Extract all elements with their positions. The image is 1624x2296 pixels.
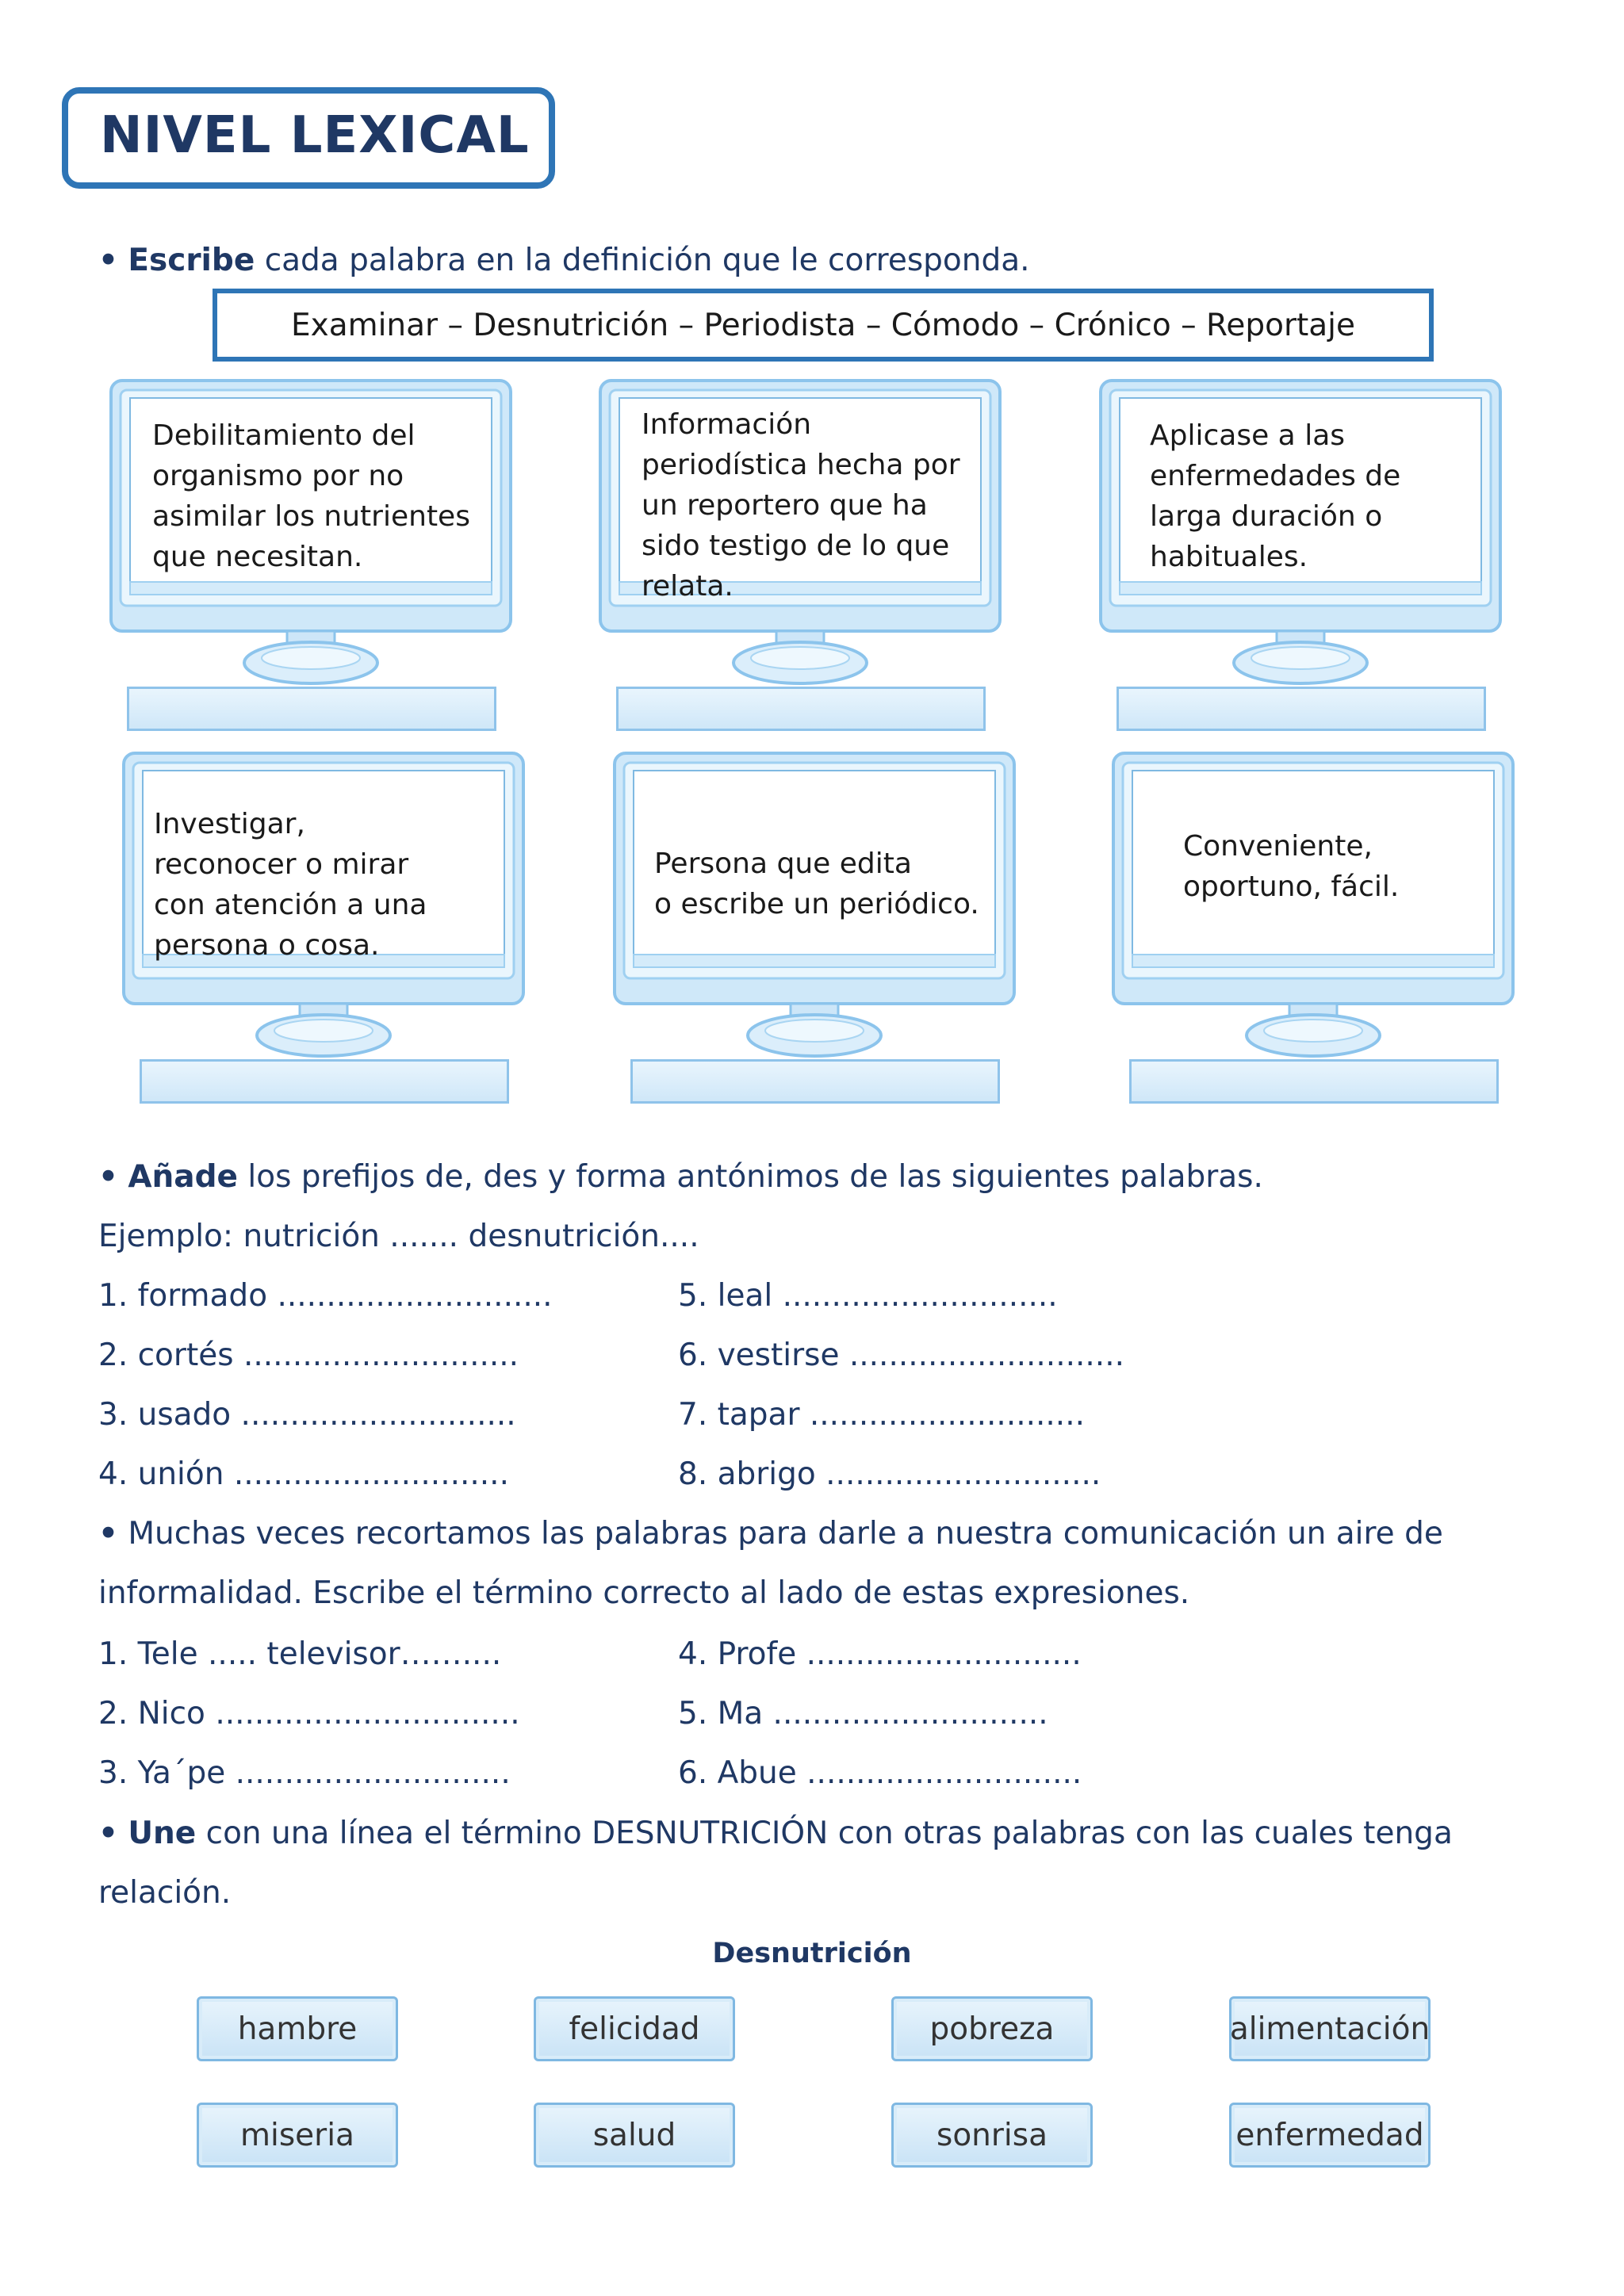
definition-line: un reportero que ha [642,489,928,522]
definition-line: Información [642,408,812,441]
definition-line: oportuno, fácil. [1183,871,1400,903]
bullet: • [98,1159,118,1195]
monitor-card [1112,752,1516,1100]
chip-label: miseria [240,2117,354,2153]
bullet: • [98,1816,118,1851]
abbrev-item[interactable]: 3. Ya´pe ............................ [98,1755,511,1791]
word-chip[interactable] [891,1996,1093,2061]
definition-line: reconocer o mirar [154,848,409,881]
page-title: NIVEL LEXICAL [100,106,530,165]
definition-line: habituales. [1150,541,1308,573]
word-chip[interactable] [1229,1996,1431,2061]
monitor-card [109,379,514,728]
instruction-2-text: los prefijos de, des y forma antónimos de las siguientes palabras. [237,1159,1263,1195]
chip-label: enfermedad [1235,2117,1424,2153]
answer-field[interactable] [1129,1059,1499,1104]
definition-line: Aplicase a las [1150,419,1346,452]
monitor-card [122,752,527,1100]
bullet: • [98,243,118,278]
word-chip[interactable] [891,2103,1093,2168]
example-line: Ejemplo: nutrición ....... desnutrición.... [98,1219,699,1254]
definition-line: Debilitamiento del [152,419,416,452]
answer-field[interactable] [1116,687,1486,731]
definition-line: larga duración o [1150,500,1383,533]
instruction-3-text: Muchas veces recortamos las palabras para darle a nuestra comunicación un aire de [117,1516,1443,1552]
definition-text [1150,415,1400,577]
prefix-item[interactable]: 1. formado ............................ [98,1278,553,1314]
word-bank-text: Examinar – Desnutrición – Periodista – Cómodo – Crónico – Reportaje [290,307,1355,343]
instruction-4-bold: Une [128,1816,197,1851]
prefix-item[interactable]: 6. vestirse ............................ [678,1337,1124,1373]
prefix-item[interactable]: 8. abrigo ............................ [678,1456,1101,1492]
answer-field[interactable] [127,687,496,731]
instruction-1-bold: Escribe [128,243,255,278]
definition-line: relata. [642,570,733,603]
abbrev-item[interactable]: 4. Profe ............................ [678,1636,1082,1672]
definition-line: asimilar los nutrientes [152,500,470,533]
center-word: Desnutrición [712,1938,912,1969]
definition-text [642,404,960,607]
word-chip[interactable] [534,2103,735,2168]
prefix-item[interactable]: 5. leal ............................ [678,1278,1058,1314]
word-bank [213,289,1434,362]
chip-label: pobreza [929,2011,1055,2047]
chip-label: alimentación [1229,2011,1431,2047]
definition-text [654,844,979,924]
chip-label: felicidad [569,2011,700,2047]
definition-line: organismo por no [152,460,404,492]
abbrev-item[interactable]: 6. Abue ............................ [678,1755,1082,1791]
abbrev-item[interactable]: 2. Nico ............................... [98,1696,520,1732]
definition-line: Persona que edita [654,848,912,880]
instruction-1 [98,243,1030,278]
chip-label: sonrisa [936,2117,1048,2153]
word-chip[interactable] [197,1996,398,2061]
chip-label: salud [592,2117,676,2153]
definition-line: enfermedades de [1150,460,1401,492]
definition-line: sido testigo de lo que [642,530,950,562]
monitor-card [613,752,1017,1100]
word-chip[interactable] [1229,2103,1431,2168]
prefix-item[interactable]: 2. cortés ............................ [98,1337,519,1373]
answer-field[interactable] [140,1059,509,1104]
instruction-2-bold: Añade [128,1159,238,1195]
definition-line: persona o cosa. [154,929,380,962]
monitor-icon [1112,752,1516,1069]
bullet: • [98,1516,118,1552]
monitor-card [1099,379,1503,728]
abbrev-item[interactable]: 1. Tele ..... televisor…….... [98,1636,502,1672]
definition-line: o escribe un periódico. [654,888,979,920]
chip-label: hambre [237,2011,358,2047]
answer-field[interactable] [616,687,986,731]
definition-line: Conveniente, [1183,830,1373,863]
definition-text [1183,826,1399,907]
definition-text [152,415,470,577]
instruction-1-text: cada palabra en la definición que le corresponda. [255,243,1030,278]
instruction-3-line2: informalidad. Escribe el término correcto al lado de estas expresiones. [98,1575,1190,1611]
instruction-2 [98,1159,1263,1195]
definition-line: periodística hecha por [642,449,960,481]
definition-text [154,804,427,966]
definition-line: con atención a una [154,889,427,921]
instruction-4-text: con una línea el término DESNUTRICIÓN con otras palabras con las cuales tenga [196,1816,1453,1851]
definition-line: que necesitan. [152,541,363,573]
instruction-3 [98,1516,1443,1552]
word-chip[interactable] [197,2103,398,2168]
abbrev-item[interactable]: 5. Ma ............................ [678,1696,1048,1732]
definition-line: Investigar, [154,808,305,840]
monitor-card [599,379,1003,728]
prefix-item[interactable]: 4. unión ............................ [98,1456,509,1492]
word-chip[interactable] [534,1996,735,2061]
prefix-item[interactable]: 7. tapar ............................ [678,1397,1085,1433]
prefix-item[interactable]: 3. usado ............................ [98,1397,516,1433]
instruction-4 [98,1816,1453,1851]
instruction-4-line2: relación. [98,1875,232,1911]
answer-field[interactable] [630,1059,1000,1104]
